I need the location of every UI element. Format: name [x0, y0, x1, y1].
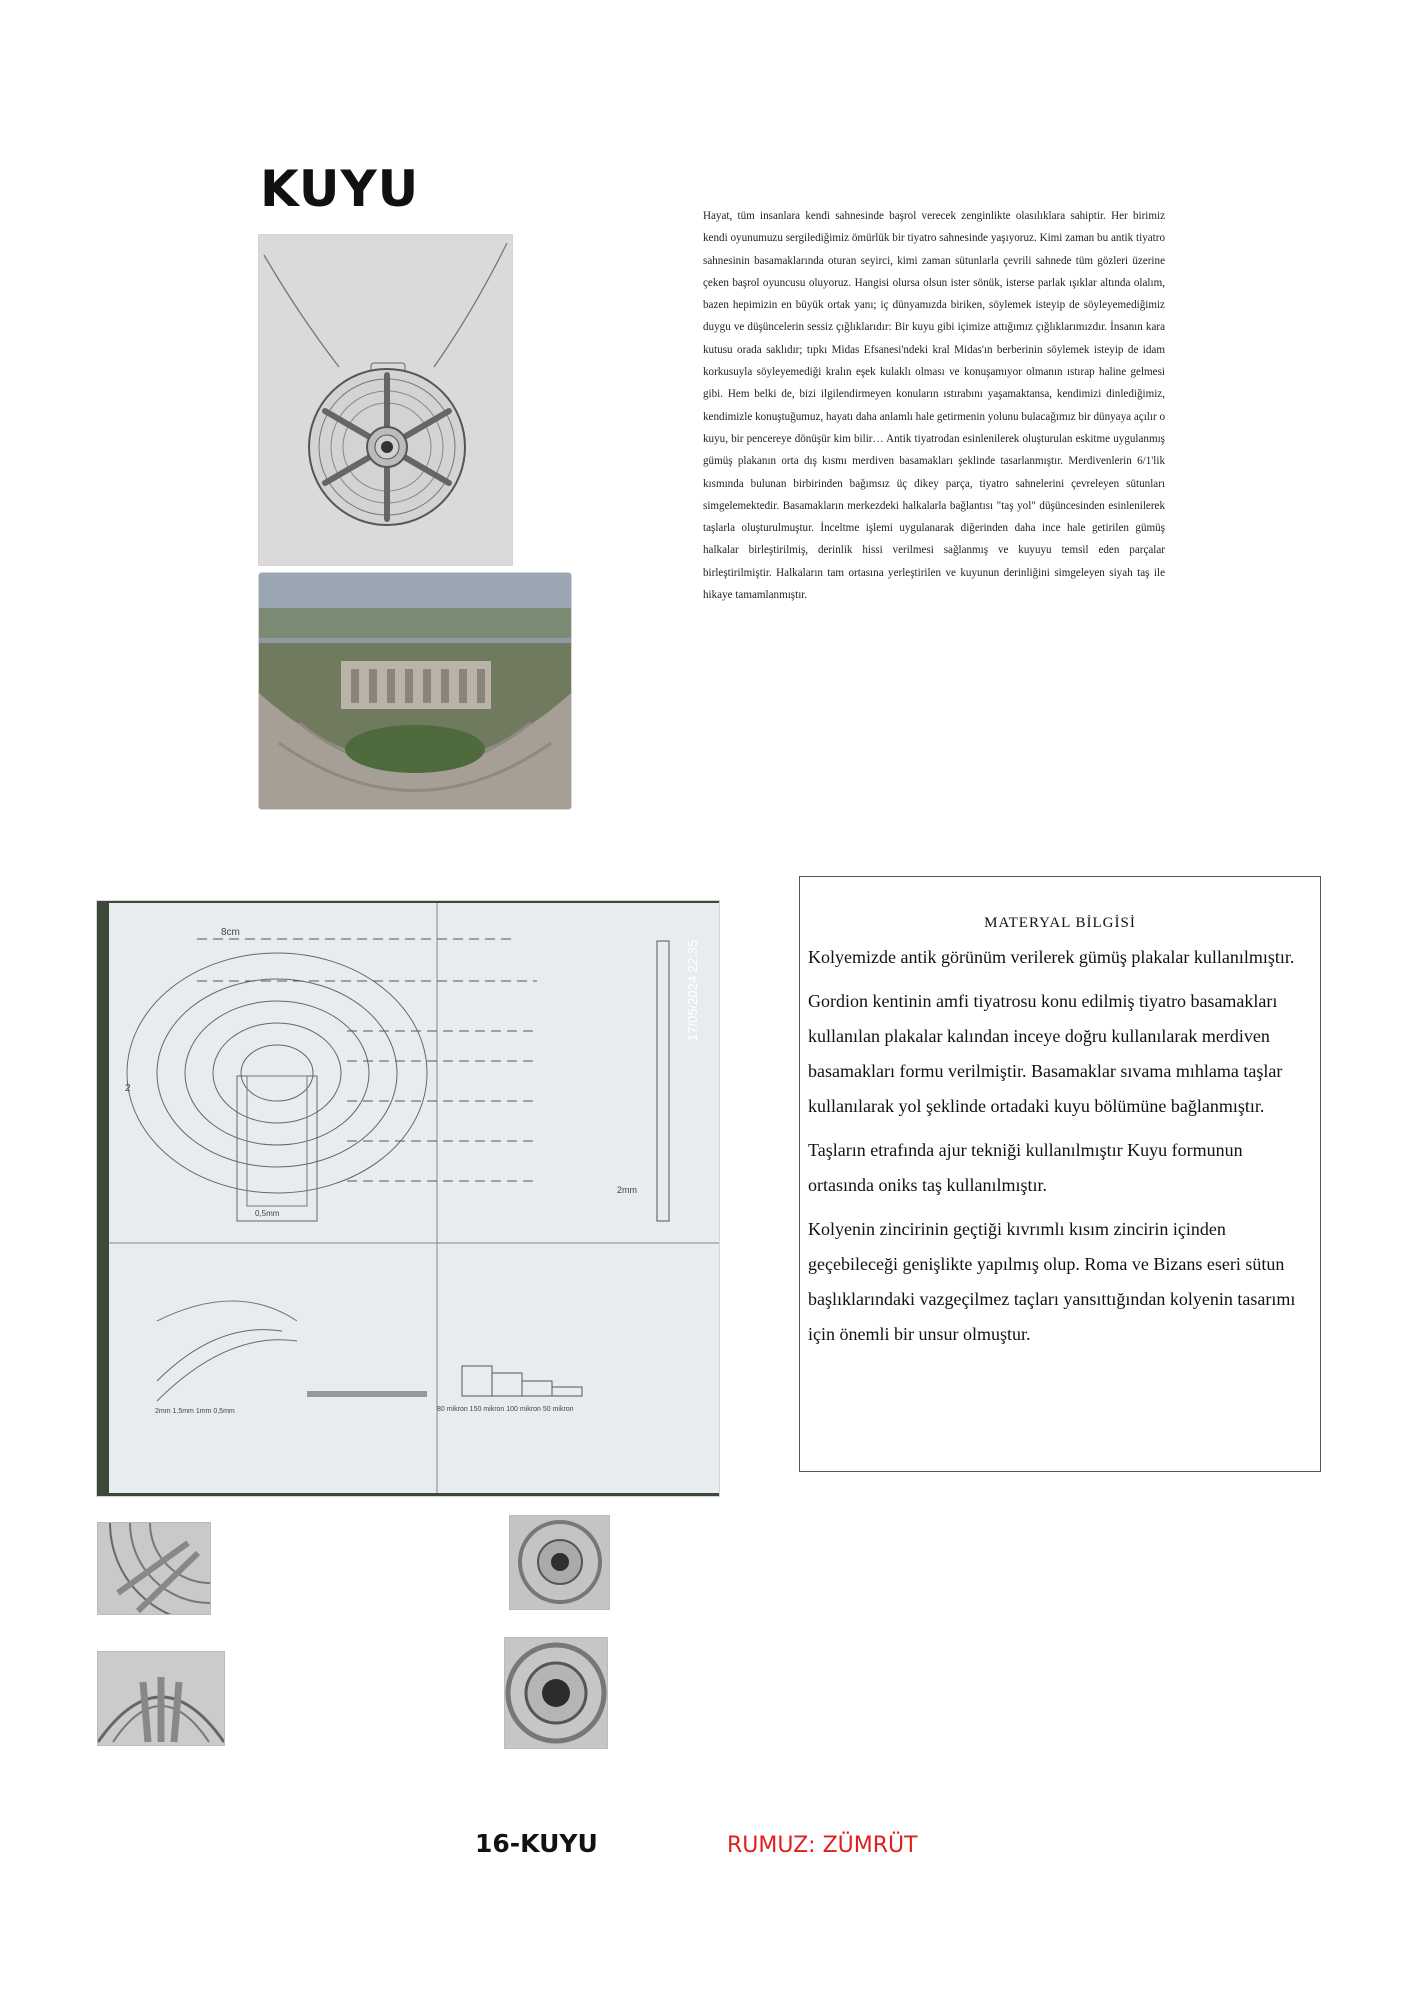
material-info-box — [799, 876, 1321, 1472]
story-paragraph: Hayat, tüm insanlara kendi sahnesinde başrol verecek zenginlikte olasılıklara sahiptir. Her birimiz kendi oyunumuzu sergilediğimiz ömürlük bir tiyatro sahnesinde yaşıyoruz. Kimi zaman bu antik tiyatro sahnesinin basamaklarında oturan seyirci, kimi zaman sütunlarla çevrili sahnede tüm gözleri üzerine çeken başrol oyuncusu oluyoruz. Hangisi olursa olsun ister sönük, isterse parlak ışıklar altında olalım, bazen hepimizin en büyük ortak yanı; iç dünyamızda biriken, söylemek isteyip de söyleyemediğimiz duygu ve düşüncelerin sessiz çığlıklarıdır: Bir kuyu gibi içimize attığımız çığlıklarımızdır. İnsanın kara kutusu orada saklıdır; tıpkı Midas Efsanesi'ndeki kral Midas'ın berberinin söylemek isteyip de idam korkusuyla söyleyemediği kralın eşek kulaklı olması ve konuşamıyor olmanın ıstırap haline gelmesi gibi. Hem belki de, bizi ilgilendirmeyen konuların ıstırabını yaşamaktansa, kendimizi dinlediğimiz, kendimizle konuştuğumuz, hayatı daha anlamlı hale getirmenin yolunu bulacağımız bir dünyaya açılır o kuyu, bir pencereye dönüşür kim bilir… Antik tiyatrodan esinlenilerek oluşturulan eskitme uygulanmış gümüş plakanın orta dış kısmı merdiven basamakları şeklinde tasarlanmıştır. Merdivenlerin 6/1'lik kısmında bulunan birbirinden bağımsız üç dikey parça, tiyatro sahnelerini çevreleyen sütunları simgelemektedir. Basamakların merkezdeki halkalarla bağlantısı "taş yol" düşüncesinden esinlenilerek taşlarla oluşturulmuştur. İnceltme işlemi uygulanarak diğerinden daha ince hale getirilen gümüş halkalar birleştirilmiş, derinlik hissi verilmesi sağlanmış ve kuyuyu temsil eden parçalar birleştirilmiştir. Halkaların tam ortasına yerleştirilen ve kuyunun derinliğini simgeleyen siyah taş ile hikaye tamamlanmıştır. — [703, 210, 1165, 602]
drawing-label-height: 2mm — [617, 1185, 637, 1195]
footer-rumuz: RUMUZ: ZÜMRÜT — [727, 1833, 918, 1858]
detail-thumbnail-well — [504, 1637, 608, 1749]
detail-thumbnail-top — [97, 1651, 225, 1746]
material-paragraph-1: Kolyemizde antik görünüm verilerek gümüş plakalar kullanılmıştır. — [808, 947, 1295, 967]
material-paragraph-2: Gordion kentinin amfi tiyatrosu konu edilmiş tiyatro basamakları kullanılan plakalar kalından inceye doğru kullanılarak merdiven basamakları formu verilmiştir. Basamaklar sıvama mıhlama taşlar kullanılarak yol şeklinde ortadaki kuyu bölümüne bağlanmıştır. — [808, 991, 1283, 1116]
material-paragraph-4: Kolyenin zincirinin geçtiği kıvrımlı kısım zincirin içinden geçebileceği genişlikte yapılmış olup. Roma ve Bizans eseri sütun başlıklarındaki vazgeçilmez taçları yansıttığından kolyenin tasarımı için önemli bir unsur olmuştur. — [808, 1219, 1296, 1344]
drawing-label-width: 8cm — [221, 927, 240, 938]
material-body — [808, 940, 1308, 1361]
drawing-label-bottom-left: 2mm 1,5mm 1mm 0,5mm — [155, 1408, 235, 1415]
material-paragraph-3: Taşların etrafında ajur tekniği kullanılmıştır Kuyu formunun ortasında oniks taş kullanılmıştır. — [808, 1140, 1243, 1195]
technical-drawing-photo — [96, 900, 720, 1497]
drawing-label-steps: 80 mikron 150 mikron 100 mikron 50 mikron — [437, 1406, 574, 1413]
page-title: KUYU — [260, 160, 420, 218]
detail-thumbnail-center — [509, 1515, 610, 1610]
material-heading: MATERYAL BİLGİSİ — [984, 915, 1136, 931]
ancient-theatre-photo — [258, 572, 572, 810]
detail-thumbnail-steps — [97, 1522, 211, 1615]
story-text-block — [703, 205, 1165, 606]
pendant-sketch-image — [258, 234, 513, 566]
photo-timestamp: 17/05/2024 22:35 — [685, 939, 700, 1041]
drawing-label-05: 0,5mm — [255, 1209, 280, 1218]
footer-code: 16-KUYU — [475, 1829, 598, 1858]
drawing-label-side: 2 — [125, 1083, 131, 1094]
